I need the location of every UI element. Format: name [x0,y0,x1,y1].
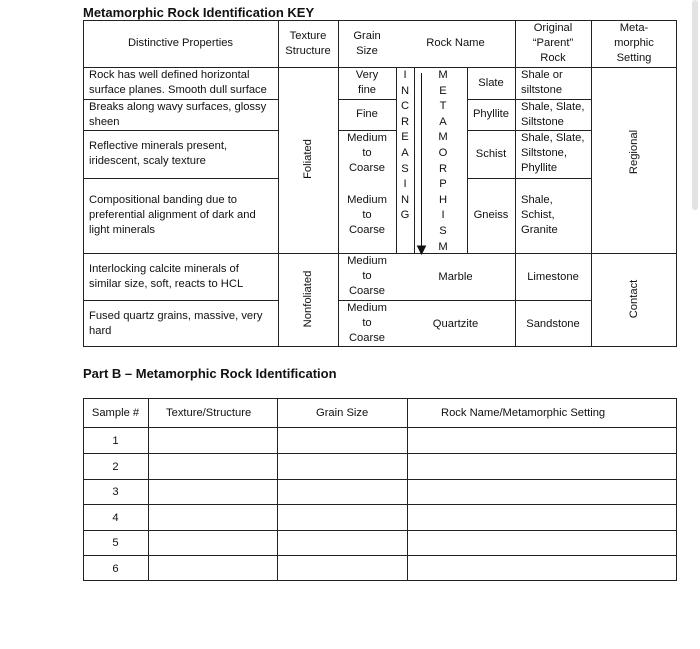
key-row-props [89,262,243,292]
part-b-title: Part B – Metamorphic Rock Identification [83,366,337,381]
key-row-grain [338,254,396,299]
sample-number: 3 [112,486,119,498]
sample-number: 4 [112,512,119,524]
key-row-grain [338,193,396,238]
header-texture [278,29,338,59]
props-line: light minerals [89,224,155,236]
increasing-letter: A [401,146,409,159]
part-b-header-sample: Sample # [91,407,140,419]
grain-line: Coarse [348,332,386,344]
props-line: Fused quartz grains, massive, very [89,310,263,322]
props-line: iridescent, scaly texture [89,155,206,167]
metamorphism-letter: M [438,240,448,253]
sample-number: 1 [112,435,119,447]
increasing-letter: N [400,84,410,97]
parent-line: Shale or [521,69,563,81]
parent-line: Shale, Slate, [521,101,585,113]
header-grain [338,29,396,59]
grain-line: to [362,209,372,221]
header-meta-line2: morphic [614,37,654,49]
key-row-grain [338,131,396,176]
metamorphism-letter: H [438,193,448,206]
part-b-header-grain: Grain Size [316,407,369,419]
grain-line: to [362,317,372,329]
key-row-parent: Limestone [527,271,579,283]
key-title: Metamorphic Rock Identification KEY [83,5,315,20]
props-line: sheen [89,116,120,128]
grain-line: Coarse [348,285,386,297]
props-line: Interlocking calcite minerals of [89,263,239,275]
increasing-letter: R [400,115,410,128]
props-line: preferential alignment of dark and [89,209,256,221]
metamorphism-letter: M [438,69,448,81]
nonfoliated-label: Nonfoliated [302,270,314,328]
props-line: Compositional banding due to [89,194,238,206]
props-line: Rock has well defined horizontal [89,69,250,81]
key-row-props [89,68,267,98]
parent-line: Schist, [521,209,555,221]
grain-line: Medium [347,132,387,144]
header-original-line2: “Parent” [532,37,574,49]
header-meta-line3: Setting [616,52,652,64]
key-row-parent [521,100,584,130]
header-meta-line1: Meta- [619,22,649,34]
key-row-rock: Marble [438,271,473,283]
contact-label: Contact [628,279,640,319]
metamorphism-letter: S [439,224,447,237]
parent-line: Phyllite [521,162,558,174]
increasing-letter: G [400,209,410,222]
header-rock-name: Rock Name [426,37,485,49]
header-meta-setting [591,21,677,66]
key-row-rock: Schist [475,148,507,160]
grain-line: Medium [347,255,387,267]
props-line: surface planes. Smooth dull surface [89,84,267,96]
grain-line: Coarse [348,162,386,174]
header-distinctive: Distinctive Properties [127,37,234,49]
parent-line: siltstone [521,84,563,96]
sample-number: 2 [112,461,119,473]
key-row-rock: Quartzite [432,318,479,330]
key-row-grain [338,301,396,346]
part-b-header-rock-setting: Rock Name/Metamorphic Setting [441,407,606,419]
increasing-letters [398,68,412,224]
props-line: hard [89,325,112,337]
grain-line: fine [357,84,377,96]
key-row-grain [338,68,396,98]
props-line: Reflective minerals present, [89,140,228,152]
header-grain-line2: Size [356,45,378,57]
props-line: similar size, soft, reacts to HCL [89,278,244,290]
parent-line: Shale, Slate, [521,132,585,144]
metamorphism-letter: I [441,209,445,222]
key-row-parent [521,131,584,176]
key-row-props [89,193,256,238]
part-b-header-texture: Texture/Structure [166,407,252,419]
metamorphism-letter: O [438,146,448,159]
parent-line: Shale, [521,194,553,206]
page-scrollbar[interactable] [692,0,698,210]
metamorphism-letter: P [439,178,447,191]
header-texture-line2: Structure [285,45,331,57]
key-row-grain: Fine [356,108,378,120]
key-row-rock: Phyllite [472,108,510,120]
increasing-letter: I [403,178,407,191]
key-row-props [89,100,266,130]
props-line: Breaks along wavy surfaces, glossy [89,101,267,113]
foliated-label: Foliated [302,139,314,179]
grain-line: Medium [347,194,387,206]
key-row-parent [521,68,563,98]
increasing-letter: S [401,162,409,175]
increasing-letter: N [400,193,410,206]
header-original [515,21,591,66]
header-original-line3: Rock [540,52,566,64]
metamorphism-letter: R [438,162,448,175]
parent-line: Siltstone [521,116,564,128]
metamorphism-letter: M [438,131,448,144]
key-row-rock: Slate [478,77,504,89]
grain-line: Medium [347,302,387,314]
grain-line: Coarse [348,224,386,236]
sample-number: 5 [112,537,119,549]
grain-line: to [362,270,372,282]
regional-label: Regional [628,129,640,175]
sample-number: 6 [112,563,119,575]
header-texture-line1: Texture [289,30,327,42]
key-row-parent [521,193,558,238]
key-row-rock: Gneiss [473,209,509,221]
metamorphism-letter: E [439,84,447,97]
header-grain-line1: Grain [353,30,381,42]
key-row-parent: Sandstone [526,318,580,330]
increasing-letter: C [400,100,410,113]
key-row-props [89,139,227,169]
metamorphism-letters [436,68,450,255]
increasing-letter: I [403,69,407,81]
header-original-line1: Original [533,22,573,34]
parent-line: Siltstone, [521,147,568,159]
parent-line: Granite [521,224,558,236]
metamorphism-letter: T [439,100,447,113]
key-row-props [89,309,262,339]
grain-line: Very [355,69,379,81]
grain-line: to [362,147,372,159]
metamorphism-letter: A [439,115,447,128]
increasing-letter: E [401,131,409,144]
